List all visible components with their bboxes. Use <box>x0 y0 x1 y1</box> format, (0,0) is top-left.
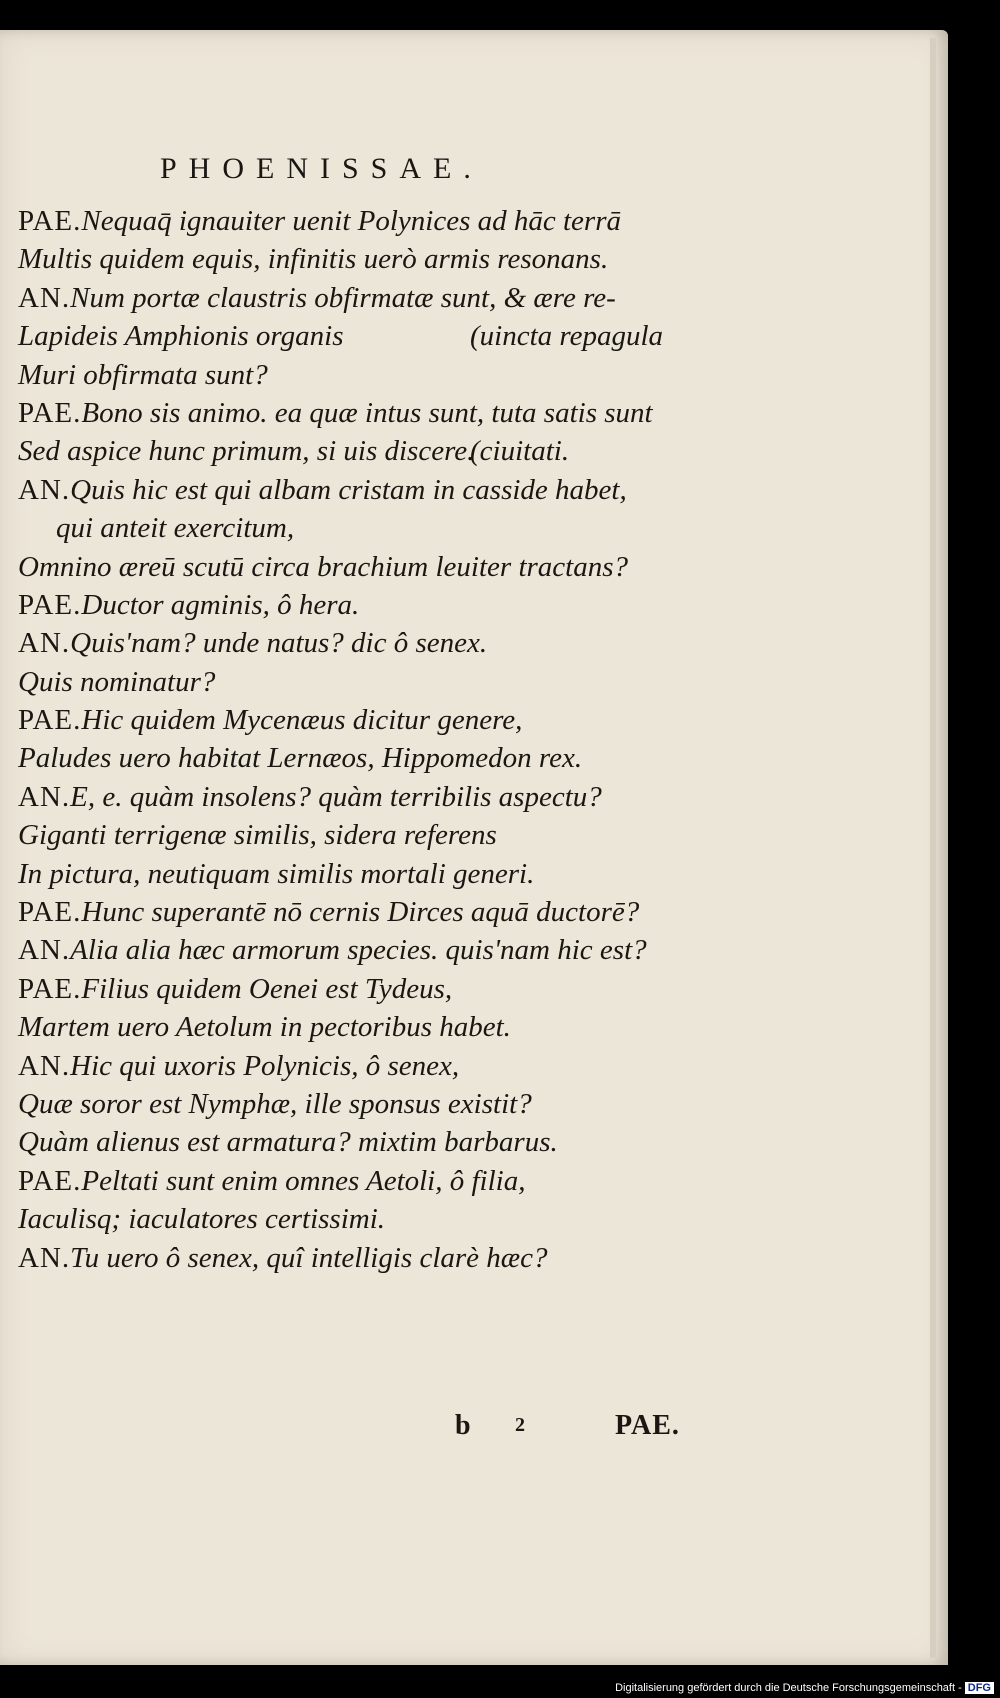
verse-text: Muri obfirmata sunt? <box>18 358 268 391</box>
speaker-label: PAE. <box>18 972 82 1005</box>
verse-text: Paludes uero habitat Lernæos, Hippomedon rex. <box>18 742 583 775</box>
text-line <box>18 1200 718 1238</box>
text-line <box>18 970 718 1008</box>
verse-text: Hic quidem Mycenæus dicitur genere, <box>81 704 523 737</box>
text-line <box>18 1047 718 1085</box>
verse-text: Multis quidem equis, infinitis uerò armis resonans. <box>18 243 609 276</box>
text-line <box>18 931 718 969</box>
verse-text: Lapideis Amphionis organis <box>18 320 344 353</box>
verse-text: Omnino æreū scutū circa brachium leuiter tractans? <box>18 550 629 583</box>
text-line <box>18 1085 718 1123</box>
speaker-label: AN. <box>18 934 71 967</box>
verse-text: Peltati sunt enim omnes Aetoli, ô filia, <box>81 1164 526 1197</box>
verse-text: In pictura, neutiquam similis mortali generi. <box>18 857 535 890</box>
text-line <box>18 509 718 547</box>
speaker-label: AN. <box>18 627 71 660</box>
signature-number: 2 <box>515 1414 525 1436</box>
speaker-label: AN. <box>18 1049 71 1082</box>
speaker-label: AN. <box>18 1241 71 1274</box>
text-line <box>18 701 718 739</box>
page-footer <box>0 1410 700 1450</box>
text-line <box>18 548 718 586</box>
verse-text: Martem uero Aetolum in pectoribus habet. <box>18 1011 511 1044</box>
text-line <box>18 471 718 509</box>
text-line <box>18 816 718 854</box>
speaker-label: PAE. <box>18 1164 82 1197</box>
text-line <box>18 855 718 893</box>
speaker-label: PAE. <box>18 396 82 429</box>
text-line <box>18 1123 718 1161</box>
text-line <box>18 279 718 317</box>
verse-text: Quis hic est qui albam cristam in casside habet, <box>70 473 627 506</box>
verse-text: Num portæ claustris obfirmatæ sunt, & ære re- <box>70 281 616 314</box>
running-header: PHOENISSAE. <box>160 152 483 185</box>
speaker-label: AN. <box>18 780 71 813</box>
verse-text: E, e. quàm insolens? quàm terribilis aspectu? <box>70 780 602 813</box>
verse-text: Filius quidem Oenei est Tydeus, <box>81 972 453 1005</box>
text-line <box>18 432 718 470</box>
verse-text: Iaculisq; iaculatores certissimi. <box>18 1203 386 1236</box>
verse-text: Quàm alienus est armatura? mixtim barbarus. <box>18 1126 558 1159</box>
text-line <box>18 778 718 816</box>
verse-text: Giganti terrigenæ similis, sidera referens <box>18 819 497 852</box>
text-line <box>18 240 718 278</box>
text-line <box>18 202 718 240</box>
credit-text: Digitalisierung gefördert durch die Deutsche Forschungsgemeinschaft - <box>615 1682 962 1694</box>
text-line <box>18 356 718 394</box>
signature-mark: b <box>455 1410 471 1441</box>
text-line <box>18 394 718 432</box>
turnover-text: (uincta repagula <box>470 320 664 353</box>
verse-text: Hunc superantē nō cernis Dirces aquā ductorē? <box>81 896 640 929</box>
text-line <box>18 1008 718 1046</box>
speaker-label: PAE. <box>18 205 82 237</box>
verse-text: Quæ soror est Nymphæ, ille sponsus existit? <box>18 1087 532 1120</box>
text-line <box>18 624 718 662</box>
page-edge <box>930 38 936 1658</box>
verse-text: Quis nominatur? <box>18 665 216 698</box>
digitization-credit <box>615 1682 994 1694</box>
text-line <box>18 1162 718 1200</box>
verse-text: qui anteit exercitum, <box>56 512 295 545</box>
book-page <box>0 30 948 1665</box>
verse-text: Bono sis animo. ea quæ intus sunt, tuta satis sunt <box>81 396 653 429</box>
speaker-label: PAE. <box>18 704 82 737</box>
text-line <box>18 739 718 777</box>
turnover-text: (ciuitati. <box>470 435 570 468</box>
text-line <box>18 586 718 624</box>
speaker-label: AN. <box>18 281 71 314</box>
speaker-label: AN. <box>18 473 71 506</box>
speaker-label: PAE. <box>18 588 82 621</box>
verse-text: Alia alia hæc armorum species. quis'nam hic est? <box>70 934 647 967</box>
verse-text: Quis'nam? unde natus? dic ô senex. <box>70 627 488 660</box>
speaker-label: PAE. <box>18 896 82 929</box>
text-line <box>18 1239 718 1277</box>
text-block <box>18 202 718 1277</box>
text-line <box>18 663 718 701</box>
dfg-logo: DFG <box>965 1682 994 1694</box>
catchword: PAE. <box>615 1410 680 1441</box>
text-line <box>18 317 718 355</box>
verse-text: Tu uero ô senex, quî intelligis clarè hæc? <box>70 1241 548 1274</box>
verse-text: Nequaq̄ ignauiter uenit Polynices ad hāc terrā <box>81 205 622 237</box>
verse-text: Sed aspice hunc primum, si uis discere. <box>18 435 475 468</box>
text-line <box>18 893 718 931</box>
verse-text: Ductor agminis, ô hera. <box>81 588 360 621</box>
verse-text: Hic qui uxoris Polynicis, ô senex, <box>70 1049 460 1082</box>
